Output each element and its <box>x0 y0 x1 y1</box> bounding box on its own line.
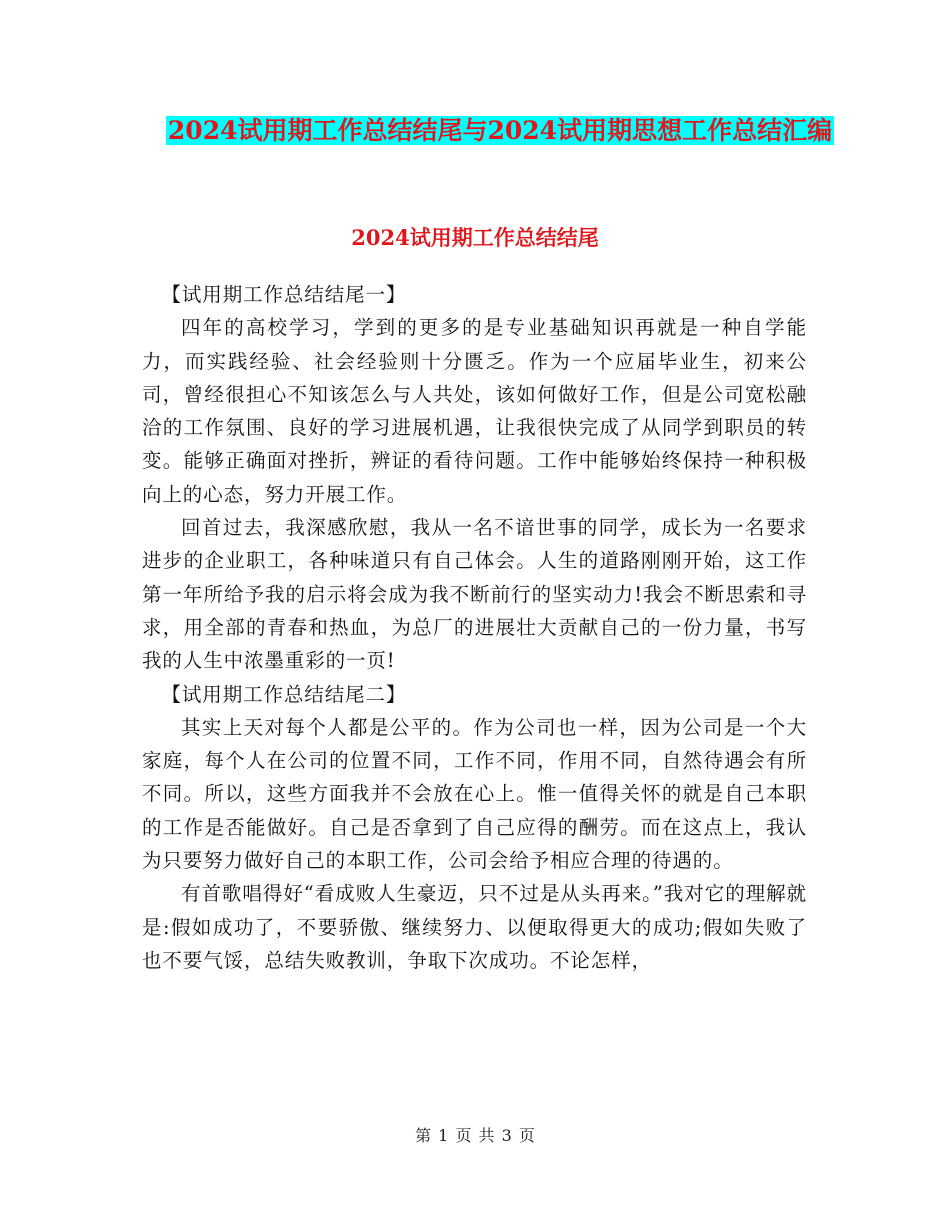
section-heading: 【试用期工作总结结尾一】 <box>161 283 407 306</box>
document-body <box>142 278 807 977</box>
section-heading: 【试用期工作总结结尾二】 <box>161 682 407 706</box>
paragraph: 四年的高校学习，学到的更多的是专业基础知识再就是一种自学能力，而实践经验、社会经验则十分匮乏。作为一个应届毕业生，初来公司，曾经很担心不知该怎么与人共处，该如何做好工作，但是公司宽松融洽的工作氛围、良好的学习进展机遇，让我很快完成了从同学到职员的转变。能够正确面对挫折，辨证的看待问题。工作中能够始终保持一种积极向上的心态，努力开展工作。 <box>142 316 807 506</box>
document-title <box>140 108 860 154</box>
page-number-footer: 第 1 页 共 3 页 <box>415 1126 535 1145</box>
paragraph: 有首歌唱得好“看成败人生豪迈，只不过是从头再来。”我对它的理解就是:假如成功了，不要骄傲、继续努力、以便取得更大的成功;假如失败了也不要气馁，总结失败教训，争取下次成功。不论怎样， <box>142 882 807 972</box>
section-title: 2024试用期工作总结结尾 <box>351 225 599 250</box>
paragraph: 其实上天对每个人都是公平的。作为公司也一样，因为公司是一个大家庭，每个人在公司的位置不同，工作不同，作用不同，自然待遇会有所不同。所以，这些方面我并不会放在心上。惟一值得关怀的就是自己本职的工作是否能做好。自己是否拿到了自己应得的酬劳。而在这点上，我认为只要努力做好自己的本职工作，公司会给予相应合理的待遇的。 <box>142 715 807 873</box>
document-title-text: 2024试用期工作总结结尾与2024试用期思想工作总结汇编 <box>167 116 833 145</box>
paragraph: 回首过去，我深感欣慰，我从一名不谙世事的同学，成长为一名要求进步的企业职工，各种味道只有自己体会。人生的道路刚刚开始，这工作第一年所给予我的启示将会成为我不断前行的坚实动力!我会不断思索和寻求，用全部的青春和热血，为总厂的进展壮大贡献自己的一份力量，书写我的人生中浓墨重彩的一页! <box>142 516 807 673</box>
